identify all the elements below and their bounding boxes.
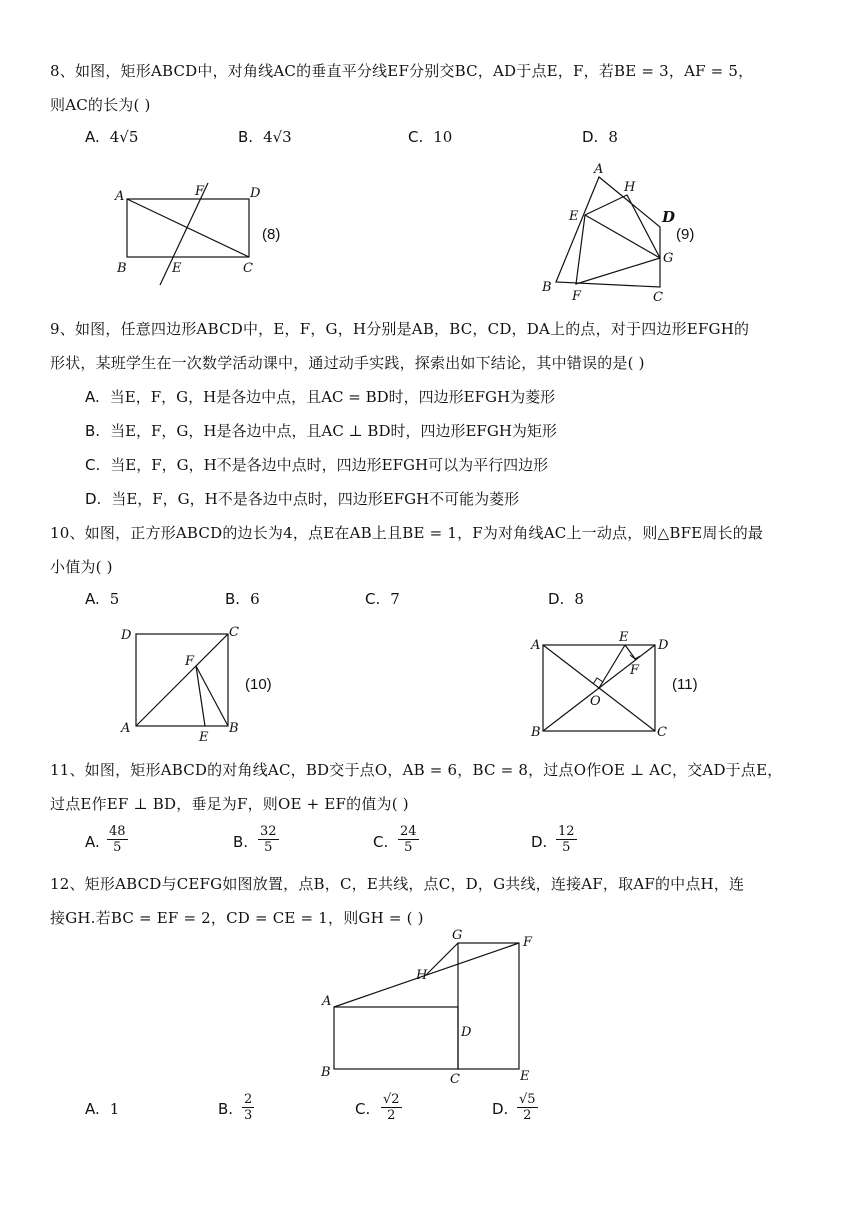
q12-stem-line2: 接GH.若BC = EF = 2，CD = CE = 1，则GH = ( ) [50,909,424,927]
q11-point-a: A [531,638,541,653]
q10-option-a[interactable]: A. 5 [85,590,120,608]
q10-point-a: A [121,721,131,736]
q12-point-h: H [416,968,428,983]
q9-option-c[interactable]: C. 当E，F，G，H不是各边中点时，四边形EFGH可以为平行四边形 [85,456,549,474]
q9-figure [538,155,708,305]
q11-option-d-label[interactable]: D. [531,833,548,851]
q11-option-a-label[interactable]: A. [85,833,100,851]
q9-option-b[interactable]: B. 当E，F，G，H是各边中点，且AC ⊥ BD时，四边形EFGH为矩形 [85,422,557,440]
q12-option-d-label[interactable]: D. [492,1100,509,1118]
q8-option-d[interactable]: D. 8 [582,128,618,146]
q10-option-d[interactable]: D. 8 [548,590,584,608]
q11-option-c-label[interactable]: C. [373,833,389,851]
q9-point-g: G [663,251,674,266]
q12-option-b-label[interactable]: B. [218,1100,234,1118]
q8-point-a: A [115,189,125,204]
q12-point-a: A [322,994,332,1009]
q9-stem-line1: 9、如图，任意四边形ABCD中，E，F，G，H分别是AB，BC，CD，DA上的点，对于四边形EFGH的 [50,320,750,338]
q8-point-f: F [195,184,205,199]
q12-option-b[interactable]: $\frac{2}{3}$ [244,1092,253,1123]
q10-stem-line1: 10、如图，正方形ABCD的边长为4，点E在AB上且BE = 1，F为对角线AC上一动点，则△BFE周长的最 [50,524,764,542]
q9-point-c: C [653,290,663,305]
q9-point-e: E [569,209,579,224]
q12-point-d: D [461,1025,472,1040]
q10-option-b[interactable]: B. 6 [225,590,260,608]
q11-point-f: F [630,663,640,678]
q12-point-e: E [520,1069,530,1084]
q8-option-a[interactable]: A. 4√5 [85,128,139,146]
q11-point-o: O [590,694,601,709]
q9-point-b: B [542,280,552,295]
q11-figure-tag: (11) [672,676,698,693]
q9-point-h: H [624,180,636,195]
q12-point-c: C [450,1072,460,1087]
q9-figure-tag: (9) [676,226,695,243]
q10-point-e: E [199,730,209,745]
q12-stem-line1: 12、矩形ABCD与CEFG如图放置，点B，C，E共线，点C，D，G共线，连接AF，取AF的中点H，连 [50,875,745,893]
q11-stem-line2: 过点E作EF ⊥ BD，垂足为F，则OE + EF的值为( ) [50,795,409,813]
q10-figure-tag: (10) [245,676,272,693]
q12-option-a[interactable]: A. 1 [85,1100,120,1118]
q8-figure [110,175,310,290]
q9-stem-line2: 形状，某班学生在一次数学活动课中，通过动手实践，探索出如下结论，其中错误的是( ) [50,354,645,372]
q12-point-g: G [452,928,463,943]
q10-point-c: C [229,625,239,640]
q12-point-b: B [321,1065,331,1080]
q9-point-d: D [662,208,676,226]
q8-figure-tag: (8) [262,226,281,243]
q8-point-c: C [243,261,253,276]
q12-option-c[interactable]: $\frac{√2}{2}$ [383,1092,400,1123]
q10-figure [115,622,295,747]
q11-point-d: D [658,638,669,653]
q12-point-f: F [523,935,533,950]
q11-option-c[interactable]: $\frac{24}{5}$ [400,824,417,855]
q10-stem-line2: 小值为( ) [50,558,113,576]
q8-point-e: E [172,261,182,276]
q11-option-b-label[interactable]: B. [233,833,249,851]
q11-point-e: E [619,630,629,645]
q11-point-b: B [531,725,541,740]
q12-figure [318,925,548,1085]
q8-stem-line2: 则AC的长为( ) [50,96,151,114]
q8-option-c[interactable]: C. 10 [408,128,453,146]
q8-point-b: B [117,261,127,276]
q12-option-c-label[interactable]: C. [355,1100,371,1118]
q11-figure [525,625,715,740]
q8-point-d: D [250,186,261,201]
q10-option-c[interactable]: C. 7 [365,590,400,608]
q11-option-b[interactable]: $\frac{32}{5}$ [260,824,277,855]
q11-option-a[interactable]: $\frac{48}{5}$ [109,824,126,855]
q11-option-d[interactable]: $\frac{12}{5}$ [558,824,575,855]
q9-option-a[interactable]: A. 当E，F，G，H是各边中点，且AC = BD时，四边形EFGH为菱形 [85,388,556,406]
q11-stem-line1: 11、如图，矩形ABCD的对角线AC，BD交于点O，AB = 6，BC = 8，过点O作OE ⊥ AC，交AD于点E， [50,761,783,779]
q8-option-b[interactable]: B. 4√3 [238,128,292,146]
q10-point-b: B [229,721,239,736]
q8-stem-line1: 8、如图，矩形ABCD中，对角线AC的垂直平分线EF分别交BC，AD于点E，F，若BE = 3，AF = 5， [50,62,754,80]
q9-point-a: A [594,162,604,177]
q10-point-f: F [185,654,195,669]
q9-option-d[interactable]: D. 当E，F，G，H不是各边中点时，四边形EFGH不可能为菱形 [85,490,520,508]
q10-point-d: D [121,628,132,643]
q11-point-c: C [657,725,667,740]
q12-option-d[interactable]: $\frac{√5}{2}$ [519,1092,536,1123]
q9-point-f: F [572,289,582,304]
